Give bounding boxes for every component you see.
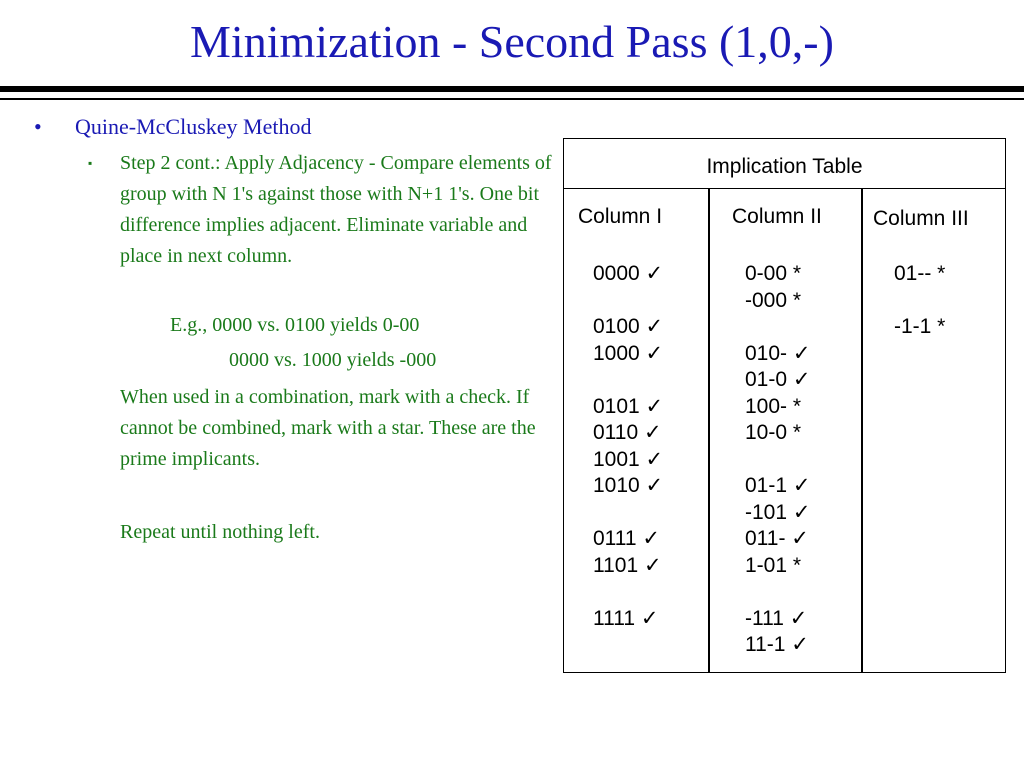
- example-line-1: E.g., 0000 vs. 0100 yields 0-00: [170, 314, 420, 336]
- example-line-2: 0000 vs. 1000 yields -000: [229, 349, 437, 371]
- table-entry: 0101 ✓: [593, 394, 664, 418]
- column-2-header: Column II: [732, 205, 822, 228]
- sub-bullet-marker: ▪: [88, 156, 93, 170]
- implication-table-title: Implication Table: [564, 139, 1005, 189]
- table-entry: 0-00 *: [745, 262, 802, 285]
- table-entry: 10-0 *: [745, 421, 802, 444]
- table-entry: -101 ✓: [745, 500, 811, 524]
- table-entry: 01-0 ✓: [745, 368, 811, 391]
- table-entry: 0000 ✓: [593, 262, 664, 285]
- table-entry: 1000 ✓: [593, 341, 664, 365]
- marking-description: When used in a combination, mark with a check. If cannot be combined, mark with a star. These are the prime implicants.: [120, 386, 536, 470]
- column-1-header: Column I: [578, 205, 663, 228]
- table-entry: 010- ✓: [745, 341, 811, 365]
- table-entry: 1111 ✓: [593, 606, 659, 630]
- table-entry: 01-1 ✓: [745, 474, 811, 497]
- table-entry: -1-1 *: [894, 315, 946, 338]
- table-entry: 1001 ✓: [593, 447, 664, 471]
- column-divider: [708, 189, 710, 672]
- slide-title: Minimization - Second Pass (1,0,-): [190, 16, 834, 67]
- repeat-instruction: Repeat until nothing left.: [120, 521, 320, 543]
- table-entry: -000 *: [745, 288, 802, 312]
- column-3-header: Column III: [873, 207, 969, 230]
- table-entry: 100- *: [745, 394, 802, 418]
- table-entry: 1101 ✓: [593, 553, 662, 577]
- table-entry: 0110 ✓: [593, 421, 662, 444]
- table-entry: 01-- *: [894, 262, 946, 285]
- table-entry: -111 ✓: [745, 606, 808, 630]
- bullet-text: Quine-McCluskey Method: [75, 114, 312, 139]
- table-entry: 1-01 *: [745, 553, 802, 577]
- table-entry: 1010 ✓: [593, 474, 664, 497]
- table-entry: 011- ✓: [745, 527, 809, 550]
- step-description: Step 2 cont.: Apply Adjacency - Compare elements of group with N 1's against those with N+1 1's. One bit difference implies adjacent. Eliminate variable and place in next column.: [120, 152, 552, 267]
- table-entry: 11-1 ✓: [745, 633, 809, 656]
- table-entry: 0111 ✓: [593, 527, 661, 550]
- column-divider: [861, 189, 863, 672]
- title-divider-thick: [0, 86, 1024, 92]
- implication-table: [563, 138, 1006, 673]
- bullet-marker: •: [34, 114, 42, 139]
- title-divider-thin: [0, 98, 1024, 100]
- table-entry: 0100 ✓: [593, 315, 664, 338]
